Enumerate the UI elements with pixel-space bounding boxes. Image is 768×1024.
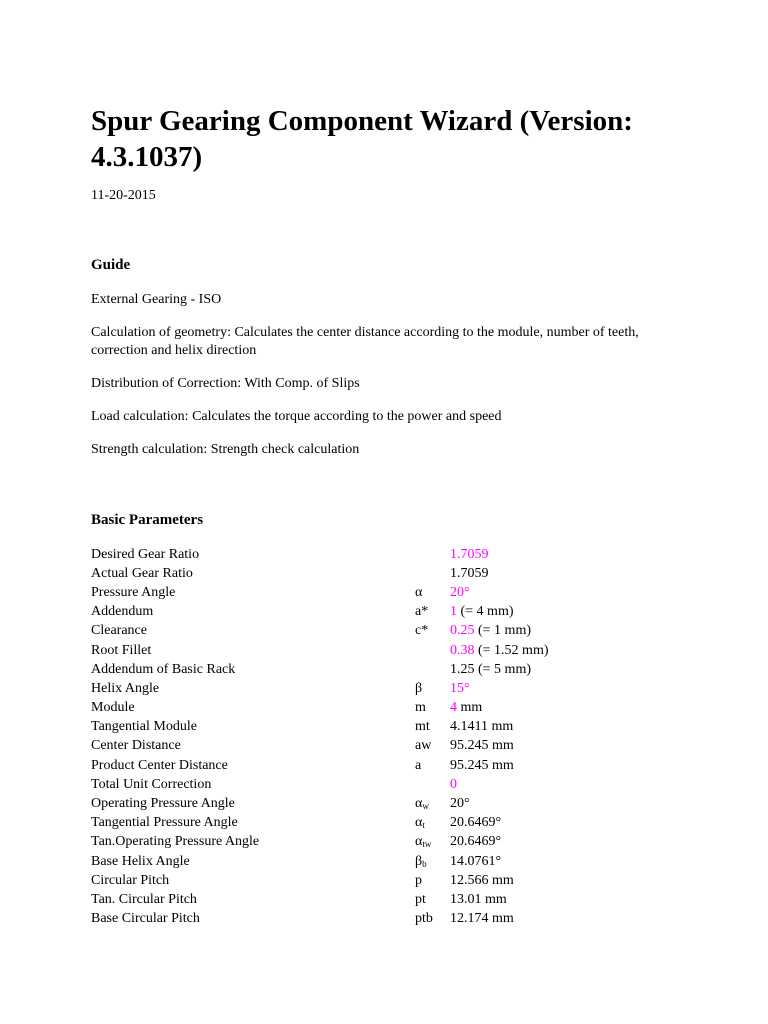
param-value — [450, 833, 549, 852]
page-title: Spur Gearing Component Wizard (Version: 4.3.1037) — [91, 105, 633, 173]
param-symbol-main: β — [415, 853, 423, 869]
param-symbol — [415, 641, 450, 660]
param-value — [450, 852, 549, 871]
param-name: Clearance — [91, 623, 147, 639]
param-symbol-subscript: tw — [422, 839, 432, 850]
param-row — [91, 910, 549, 929]
param-symbol — [415, 852, 450, 871]
param-name: Base Helix Angle — [91, 853, 190, 869]
param-row — [91, 814, 549, 833]
param-row — [91, 699, 549, 718]
param-symbol-main: a* — [415, 604, 429, 620]
param-symbol-main: pt — [415, 891, 426, 907]
param-row — [91, 775, 549, 794]
param-computed-value: 12.174 mm — [450, 911, 514, 927]
param-input-value: 0.25 — [450, 623, 475, 639]
param-row — [91, 679, 549, 698]
param-symbol-main: β — [415, 680, 423, 696]
param-name: Center Distance — [91, 738, 181, 754]
param-row — [91, 622, 549, 641]
param-symbol-main: a — [415, 757, 422, 773]
param-name: Desired Gear Ratio — [91, 546, 200, 562]
param-input-value: 4 — [450, 700, 457, 716]
param-symbol — [415, 718, 450, 737]
param-computed-value: 14.0761° — [450, 853, 502, 869]
param-symbol — [415, 871, 450, 890]
param-value — [450, 660, 549, 679]
param-computed-value: 95.245 mm — [450, 738, 514, 754]
param-symbol — [415, 622, 450, 641]
param-symbol-main: α — [415, 834, 423, 850]
param-value — [450, 890, 549, 909]
report-date: 11-20-2015 — [91, 188, 156, 203]
param-value — [450, 583, 549, 602]
param-computed-value: 20.6469° — [450, 834, 502, 850]
param-row — [91, 641, 549, 660]
param-symbol-main: α — [415, 815, 423, 831]
param-name: Module — [91, 700, 135, 716]
param-value — [450, 718, 549, 737]
param-symbol — [415, 814, 450, 833]
param-symbol — [415, 833, 450, 852]
guide-item: External Gearing - ISO — [91, 292, 222, 307]
guide-item: Strength calculation: Strength check calculation — [91, 442, 360, 457]
param-computed-value: 13.01 mm — [450, 891, 507, 907]
param-row — [91, 852, 549, 871]
param-symbol-main: p — [415, 872, 422, 888]
param-value — [450, 545, 549, 564]
guide-item: Load calculation: Calculates the torque according to the power and speed — [91, 409, 502, 424]
param-symbol — [415, 737, 450, 756]
param-value — [450, 699, 549, 718]
param-name: Tan.Operating Pressure Angle — [91, 834, 260, 850]
param-value — [450, 737, 549, 756]
param-value — [450, 679, 549, 698]
param-row — [91, 603, 549, 622]
param-name: Root Fillet — [91, 642, 152, 658]
param-symbol — [415, 775, 450, 794]
param-row — [91, 794, 549, 813]
param-computed-value: 20° — [450, 796, 470, 812]
param-value — [450, 775, 549, 794]
guide-item: Distribution of Correction: With Comp. of Slips — [91, 376, 360, 391]
param-row — [91, 564, 549, 583]
param-symbol — [415, 794, 450, 813]
param-name: Base Circular Pitch — [91, 911, 200, 927]
param-symbol — [415, 660, 450, 679]
guide-list — [91, 291, 691, 474]
param-computed-value: 20.6469° — [450, 815, 502, 831]
param-symbol — [415, 603, 450, 622]
param-row — [91, 890, 549, 909]
param-name: Tangential Pressure Angle — [91, 815, 238, 831]
param-value — [450, 814, 549, 833]
param-row — [91, 737, 549, 756]
param-name: Actual Gear Ratio — [91, 565, 193, 581]
param-row — [91, 756, 549, 775]
param-symbol — [415, 910, 450, 929]
param-value — [450, 910, 549, 929]
param-symbol — [415, 583, 450, 602]
param-name: Operating Pressure Angle — [91, 796, 235, 812]
param-computed-value: (= 1 mm) — [474, 623, 531, 639]
param-value — [450, 564, 549, 583]
param-symbol-main: m — [415, 700, 426, 716]
guide-item: Calculation of geometry: Calculates the center distance according to the module, number of teeth, correction and helix direction — [91, 325, 639, 358]
param-computed-value: 1.25 (= 5 mm) — [450, 661, 531, 677]
param-symbol-subscript: t — [422, 820, 425, 831]
param-symbol-main: aw — [415, 738, 432, 754]
param-symbol — [415, 756, 450, 775]
basic-parameters-heading: Basic Parameters — [91, 512, 204, 528]
param-computed-value: mm — [457, 700, 483, 716]
param-value — [450, 603, 549, 622]
param-value — [450, 622, 549, 641]
param-input-value: 0 — [450, 776, 457, 792]
param-input-value: 20° — [450, 584, 470, 600]
basic-parameters-table — [91, 545, 549, 929]
param-symbol-subscript: b — [422, 858, 427, 869]
param-input-value: 15° — [450, 680, 470, 696]
param-computed-value: 1.7059 — [450, 565, 489, 581]
param-symbol-main: mt — [415, 719, 430, 735]
param-symbol — [415, 679, 450, 698]
param-input-value: 0.38 — [450, 642, 475, 658]
param-symbol-main: α — [415, 584, 423, 600]
param-row — [91, 718, 549, 737]
param-computed-value: 4.1411 mm — [450, 719, 514, 735]
param-name: Circular Pitch — [91, 872, 170, 888]
param-row — [91, 545, 549, 564]
param-symbol-main: c* — [415, 623, 429, 639]
param-symbol-main: α — [415, 796, 423, 812]
param-row — [91, 660, 549, 679]
param-name: Addendum — [91, 604, 154, 620]
param-value — [450, 871, 549, 890]
param-symbol-subscript: w — [422, 801, 429, 812]
param-symbol — [415, 545, 450, 564]
param-value — [450, 756, 549, 775]
param-row — [91, 871, 549, 890]
param-input-value: 1 — [450, 604, 457, 620]
param-value — [450, 794, 549, 813]
param-symbol-main: ptb — [415, 911, 433, 927]
param-row — [91, 833, 549, 852]
guide-heading: Guide — [91, 257, 131, 273]
param-name: Tangential Module — [91, 719, 197, 735]
param-input-value: 1.7059 — [450, 546, 489, 562]
param-computed-value: 12.566 mm — [450, 872, 514, 888]
param-computed-value: (= 1.52 mm) — [474, 642, 549, 658]
param-name: Product Center Distance — [91, 757, 228, 773]
param-row — [91, 583, 549, 602]
param-name: Tan. Circular Pitch — [91, 891, 197, 907]
param-symbol — [415, 564, 450, 583]
param-name: Addendum of Basic Rack — [91, 661, 236, 677]
param-symbol — [415, 890, 450, 909]
param-computed-value: (= 4 mm) — [457, 604, 514, 620]
param-computed-value: 95.245 mm — [450, 757, 514, 773]
param-name: Pressure Angle — [91, 584, 176, 600]
param-name: Total Unit Correction — [91, 776, 212, 792]
param-value — [450, 641, 549, 660]
param-name: Helix Angle — [91, 680, 160, 696]
param-symbol — [415, 699, 450, 718]
